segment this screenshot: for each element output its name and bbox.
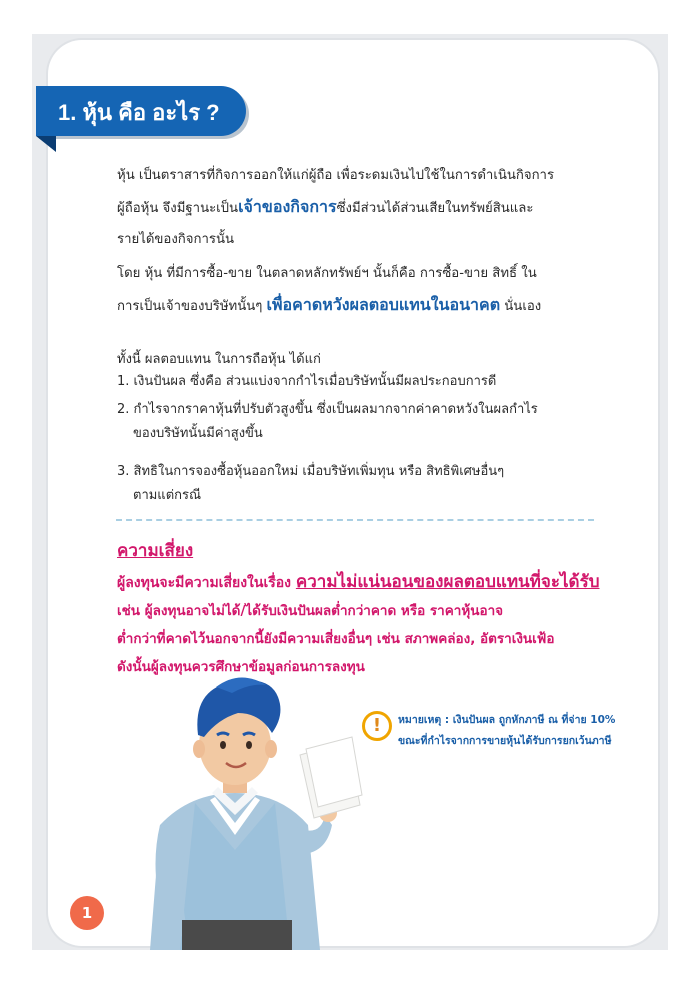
future-return-highlight: เพื่อคาดหวังผลตอบแทนในอนาคต xyxy=(266,295,501,314)
tax-note-line-2: ขณะที่กำไรจากการขายหุ้นได้รับการยกเว้นภาษี xyxy=(398,735,612,747)
trade-line-2 xyxy=(117,289,607,322)
risk-heading: ความเสี่ยง xyxy=(117,541,194,561)
dashed-divider xyxy=(116,519,594,521)
trade-text: การเป็นเจ้าของบริษัทนั้นๆ xyxy=(117,299,267,314)
risk-text: ผู้ลงทุนจะมีความเสี่ยงในเรื่อง xyxy=(117,575,296,591)
returns-item-2-line-1: 2. กำไรจากราคาหุ้นที่ปรับตัวสูงขึ้น ซึ่งเป็นผลมากจากค่าคาดหวังในผลกำไร xyxy=(117,402,538,417)
man-holding-paper-illustration xyxy=(120,675,370,950)
risk-main-line xyxy=(117,568,657,595)
returns-item-3-line-2: ตามแต่กรณี xyxy=(133,488,202,503)
intro-line-1: หุ้น เป็นตราสารที่กิจการออกให้แก่ผู้ถือ เพื่อระดมเงินไปใช้ในการดำเนินกิจการ xyxy=(117,168,555,183)
intro-line-2 xyxy=(117,191,607,224)
returns-item-2-line-2: ของบริษัทนั้นมีค่าสูงขึ้น xyxy=(133,426,263,441)
trade-line-1: โดย หุ้น ที่มีการซื้อ-ขาย ในตลาดหลักทรัพย์ฯ นั้นก็คือ การซื้อ-ขาย สิทธิ์ ใน xyxy=(117,266,537,281)
intro-paragraph xyxy=(117,160,607,255)
page-title: 1. หุ้น คือ อะไร ? xyxy=(58,100,220,125)
warning-icon: ! xyxy=(362,711,392,741)
returns-intro: ทั้งนี้ ผลตอบแทน ในการถือหุ้น ได้แก่ xyxy=(117,352,321,367)
intro-text: ผู้ถือหุ้น จึงมีฐานะเป็น xyxy=(117,201,239,216)
returns-item-1: 1. เงินปันผล ซึ่งคือ ส่วนแบ่งจากกำไรเมื่อบริษัทนั้นมีผลประกอบการดี xyxy=(117,374,497,389)
intro-line-3: รายได้ของกิจการนั้น xyxy=(117,232,235,247)
ribbon-fold xyxy=(36,136,56,152)
risk-line-2: เช่น ผู้ลงทุนอาจไม่ได้/ได้รับเงินปันผลต่ำกว่าคาด หรือ ราคาหุ้นอาจ xyxy=(117,603,504,619)
risk-highlight: ความไม่แน่นอนของผลตอบแทนที่จะได้รับ xyxy=(295,572,600,592)
intro-text: ซึ่งมีส่วนได้ส่วนเสียในทรัพย์สินและ xyxy=(336,201,534,216)
risk-line-3: ต่ำกว่าที่คาดไว้นอกจากนี้ยังมีความเสี่ยงอื่นๆ เช่น สภาพคล่อง, อัตราเงินเฟ้อ xyxy=(117,631,555,647)
page-number-badge: 1 xyxy=(70,896,104,930)
owner-highlight: เจ้าของกิจการ xyxy=(238,197,337,216)
trade-paragraph xyxy=(117,258,607,322)
returns-item-2 xyxy=(117,398,607,446)
risk-line-4: ดังนั้นผู้ลงทุนควรศึกษาข้อมูลก่อนการลงทุน xyxy=(117,659,365,675)
returns-item-3-line-1: 3. สิทธิในการจองซื้อหุ้นออกใหม่ เมื่อบริษัทเพิ่มทุน หรือ สิทธิพิเศษอื่นๆ xyxy=(117,464,505,479)
trade-text: นั่นเอง xyxy=(500,299,542,314)
tax-note xyxy=(398,710,658,752)
tax-note-line-1: หมายเหตุ : เงินปันผล ถูกหักภาษี ณ ที่จ่าย 10% xyxy=(398,714,616,726)
title-ribbon xyxy=(36,86,262,144)
returns-item-3 xyxy=(117,460,607,508)
